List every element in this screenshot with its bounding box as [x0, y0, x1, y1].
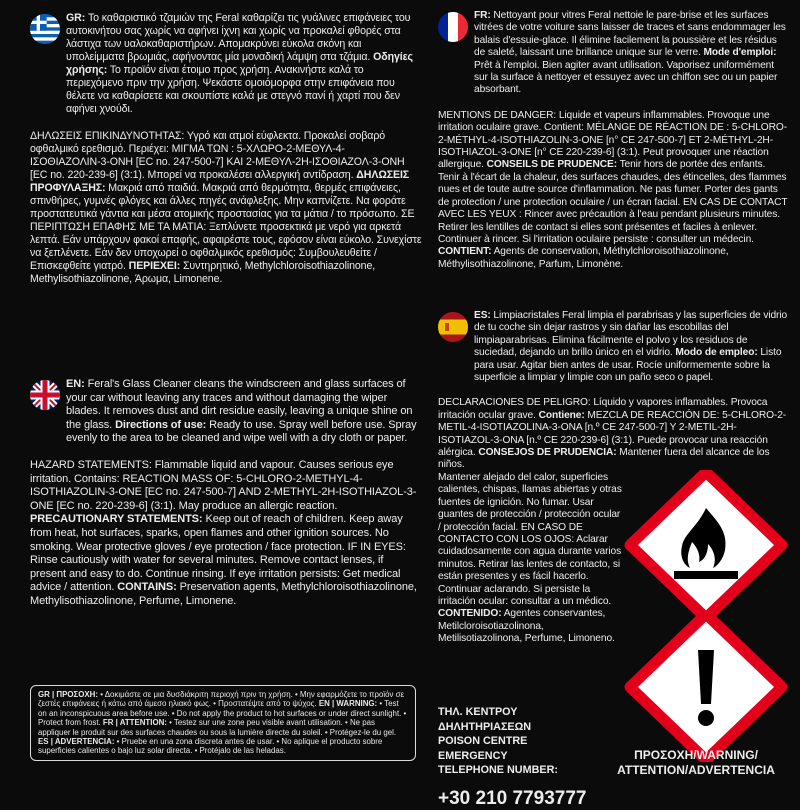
greek-contains-label: ΠΕΡΙΕΧΕΙ: [128, 260, 181, 272]
english-directions: Ready to use. Spray well before use. Spray evenly to the area to be cleaned and wipe well with a dry cloth or paper. [66, 418, 417, 445]
french-contains-text: Agents de conservation, Méthylchloroisothiazolinone, Méthylisothiazolinone, Parfum, Limonène. [438, 246, 729, 270]
warning-box [30, 685, 416, 761]
french-intro-text [474, 10, 788, 97]
french-intro [438, 10, 788, 97]
french-hazard [438, 110, 788, 271]
spanish-intro-text [474, 310, 788, 384]
greek-contains-text: Συντηρητικό, Methylchloroisothiazolinone, Methylisothiazolinone, Άρωμα, Limonene. [30, 260, 376, 285]
greek-hazard [30, 130, 422, 286]
french-directions: Prêt à l'emploi. Bien agiter avant utilisation. Vaporisez uniformément sur la surface à nettoyer et essuyez avec un chiffon sec ou un papier absorbant. [474, 59, 778, 96]
spanish-intro [438, 310, 788, 384]
french-lang-code: FR: [474, 10, 491, 21]
english-section [30, 378, 422, 609]
greek-directions: Το προϊόν είναι έτοιμο προς χρήση. Ανακινήστε καλά το περιεχόμενο πριν την χρήση. Ψεκάστε ομοιόμορφα στην επιφάνεια που θέλετε να καθαρίσετε και σκουπίστε καλά με στεγνό πανί ή χαρτί που δεν αφήνει χνούδι. [66, 64, 400, 115]
english-hazard-text: HAZARD STATEMENTS: Flammable liquid and vapour. Causes serious eye irritation. Contains: REACTION MASS OF: 5-CHLORO-2-METHYL-4-ISOTHIAZOLIN-3-ONE [EC no. 247-500-7] AND 2-METHYL-2H-ISOTHIAZOL-3-ONE [EC no. 220-239-6] (3:1). May produce an allergic reaction. [30, 458, 417, 512]
warning-es-text: • Pruebe en una zona discreta antes de usar. • No aplique el producto sobre superficies calientes o bajo luz solar directa. • Protéjalo de las heladas. [38, 737, 383, 756]
warning-en-label: EN | WARNING: [318, 699, 378, 709]
french-precaution-text: Tenir hors de portée des enfants. Tenir à l'écart de la chaleur, des surfaces chaudes, des étincelles, des flammes nues et de toute autre source d'inflammation. Ne pas fumer. Porter des gants de protection / une protection oculaire / un écran facial. EN CAS DE CONTACT AVEC LES YEUX : Rincer avec précaution à l'eau pendant plusieurs minutes. Retirer les lentilles de contact si elles sont présentes et faciles à enlever. Continuer à rincer. Si l'irritation oculaire persiste : consulter un médecin. [438, 159, 788, 245]
spanish-precaution-label: CONSEJOS DE PRUDENCIA: [478, 447, 617, 459]
english-precaution-label: PRECAUTIONARY STATEMENTS: [30, 513, 203, 526]
greek-intro-body: Το καθαριστικό τζαμιών της Feral καθαρίζει τις γυάλινες επιφάνειες του αυτοκινήτου σας χωρίς να αφήνει ίχνη και χωρίς να προκαλεί φθορές στα λάστιχα των υαλοκαθαριστήρων. Απομακρύνει εύκολα σκόνη και υπολείμματα βρωμιάς, αφήνοντας μία μοναδική λάμψη στα τζάμια. [66, 12, 411, 63]
french-hazard-text: MENTIONS DE DANGER: Liquide et vapeurs inflammables. Provoque une irritation oculaire grave. Contient: MÉLANGE DE RÉACTION DE : 5-CHLORO-2-MÉTHYL-4-ISOTHIAZOLIN-3-ONE [n° CE 247-500-7] ET 2-MÉTHYL-2H-ISOTHIAZOL-3-ONE [n° CE 220-239-6] (3:1). Peut provoquer une réaction allergique. [438, 109, 788, 171]
spanish-contains-text: Agentes conservantes, Metilcloroisotiazolinona, Metilisotiazolinona, Perfume, Limoneno. [438, 608, 615, 645]
flame-pictogram-icon [622, 470, 790, 625]
spanish-precaution-narrow [438, 472, 622, 646]
english-precaution-text: Keep out of reach of children. Keep away from heat, hot surfaces, sparks, open flames and other ignition sources. No smoking. Wear protective gloves / eye protection / face protection. IF IN EYES: Rinse cautiously with water for several minutes. Remove contact lenses, if present and easy to do. Continue rinsing. If eye irritation persists: Get medical advice / attention. [30, 513, 406, 594]
english-contains-label: CONTAINS: [117, 581, 177, 594]
exclamation-pictogram-icon [622, 612, 790, 767]
spanish-precaution-wide: Mantener fuera del alcance de los niños. [438, 447, 770, 471]
france-flag-icon [438, 12, 468, 42]
english-directions-label: Directions of use: [115, 418, 207, 431]
spanish-precaution-text: Mantener alejado del calor, superficies calientes, chispas, llamas abiertas y otras fuentes de ignición. No fumar. Usar guantes de protección / protección ocular / protección facial. EN CASO DE CONTACTO CON LOS OJOS: Aclarar cuidadosamente con agua durante varios minutos. Retirar las lentes de contacto, si están presentes y es fácil hacerlo. Continuar aclarando. Si persiste la irritación ocular: consultar a un médico. [438, 471, 622, 607]
french-contains-label: CONTIENT: [438, 246, 492, 258]
english-contains-text: Preservation agents, Methylchloroisothiazolinone, Methylisothiazolinone, Perfume, Limonene. [30, 581, 417, 607]
poison-centre [438, 705, 598, 810]
spanish-intro-body: Limpiacristales Feral limpia el parabrisas y las superficies de vidrio de tu coche sin dejar rastros y sin dañar las escobillas del limpiaparabrisas. Elimina fácilmente el polvo y los residuos de suciedad, dejando un brillo único en el vidrio. [474, 310, 788, 359]
greek-directions-label: Οδηγίες χρήσης: [66, 51, 413, 76]
warning-fr-text: • Testez sur une zone peu visible avant utilisation. • Ne pas appliquer le produit sur des surfaces chaudes ou sous la lumière directe du soleil. • Protégez-le du gel. [38, 718, 397, 737]
poison-centre-line3: TELEPHONE NUMBER: [438, 764, 558, 776]
spanish-contains-chem-label: Contiene: [538, 409, 585, 421]
spanish-lang-code: ES: [474, 310, 491, 321]
warning-fr-label: FR | ATTENTION: [102, 718, 167, 728]
poison-centre-line2: POISON CENTRE EMERGENCY [438, 735, 528, 762]
french-section [438, 10, 788, 271]
greek-hazard-text: ΔΗΛΩΣΕΙΣ ΕΠΙΚΙΝΔΥΝΟΤΗΤΑΣ: Υγρό και ατμοί εύφλεκτα. Προκαλεί σοβαρό οφθαλμικό ερεθισμό. Περιέχει: ΜΙΓΜΑ ΤΩΝ : 5-ΧΛΩΡΟ-2-ΜΕΘΥΛ-4-ΙΣΟΘΙΑΖΟΛΙΝ-3-ΟΝΗ [EC no. 247-500-7] ΚΑΙ 2-ΜΕΘΥΛ-2Η-ΙΣΟΘΙΑΖΟΛ-3-ΟΝΗ [EC no. 220-239-6] (3:1). Μπορεί να προκαλέσει αλλεργική αντίδραση. [30, 130, 405, 181]
poison-centre-line1: ΤΗΛ. ΚΕΝΤΡΟΥ ΔΗΛΗΤΗΡΙΑΣΕΩΝ [438, 706, 532, 733]
spanish-hazard-text: DECLARACIONES DE PELIGRO: Líquido y vapores inflamables. Provoca irritación ocular grave. [438, 397, 768, 421]
uk-flag-icon [30, 380, 60, 410]
warning-gr-label: GR | ΠΡΟΣΟΧΗ: [38, 690, 98, 699]
greek-lang-code: GR: [66, 12, 86, 24]
warning-es-label: ES | ADVERTENCIA: [38, 737, 115, 747]
spanish-hazard [438, 397, 788, 471]
spanish-contains-label: CONTENIDO: [438, 608, 502, 620]
english-intro [30, 378, 422, 446]
greek-section [30, 12, 422, 286]
french-directions-label: Mode d'emploi: [703, 47, 777, 59]
greek-precaution-text: Μακριά από παιδιά. Μακριά από θερμότητα, θερμές επιφάνειες, σπινθήρες, γυμνές φλόγες και άλλες πηγές ανάφλεξης. Μην καπνίζετε. Να φοράτε προστατευτικά γάντια και μέσα ατομικής προστασίας για τα μάτια / το πρόσωπο. ΣΕ ΠΕΡΙΠΤΩΣΗ ΕΠΑΦΗΣ ΜΕ ΤΑ ΜΑΤΙΑ: Ξεπλύνετε προσεκτικά με νερό για αρκετά λεπτά. Εάν υπάρχουν φακοί επαφής, αφαιρέστε τους, εφόσον είναι εύκολο. Συνεχίστε να ξεπλένετε. Εάν δεν υποχωρεί ο οφθαλμικός ερεθισμός: Συμβουλευθείτε / Επισκεφθείτε γιατρό. [30, 182, 422, 272]
greek-precaution-label: ΔΗΛΩΣΕΙΣ ΠΡΟΦΥΛΑΞΗΣ: [30, 169, 410, 194]
spanish-directions: Listo para usar. Agitar bien antes de usar. Rocíe uniformemente sobre la superficie a limpiar y limpie con un paño seco o papel. [474, 347, 782, 384]
spain-flag-icon [438, 312, 468, 342]
french-intro-body: Nettoyant pour vitres Feral nettoie le pare-brise et les surfaces vitrées de votre voiture sans laisser de traces et sans endommager les balais d'essuie-glace. Il élimine facilement la poussière et les résidus de saleté, laissant une brillance unique sur le verre. [474, 10, 786, 59]
poison-centre-number: +30 210 7793777 [438, 787, 587, 809]
warning-en-text: • Test on an inconspicuous area before use. • Do not apply the product to hot surfaces or under direct sunlight. • Protect from frost. [38, 699, 407, 728]
english-hazard [30, 459, 422, 609]
signal-word-line1: ΠΡΟΣΟΧΗ/WARNING/ [634, 748, 758, 762]
signal-word [602, 748, 790, 778]
greek-intro-text [66, 12, 422, 116]
english-intro-text [66, 378, 422, 446]
warning-gr-text: • Δοκιμάστε σε μια δυσδιάκριτη περιοχή πριν τη χρήση. • Μην εφαρμόζετε το προϊόν σε ζεστές επιφάνειες ή κάτω από άμεσο ηλιακό φως. • Προστατέψτε από το ψύχος. [38, 690, 405, 709]
spanish-directions-label: Modo de empleo: [675, 347, 758, 359]
french-precaution-label: CONSEILS DE PRUDENCE: [486, 159, 618, 171]
spanish-hazard-text-2: MEZCLA DE REACCIÓN DE: 5-CHLORO-2-METIL-4-ISOTIAZOLINA-3-ONA [n.º CE 247-500-7] Y 2-METIL-2H-ISOTIAZOL-3-ONA [n.º CE 220-239-6] (3:1). Puede provocar una reacción alérgica. [438, 409, 787, 459]
greek-intro [30, 12, 422, 116]
greece-flag-icon [30, 14, 60, 44]
signal-word-line2: ATTENTION/ADVERTENCIA [617, 763, 775, 777]
english-lang-code: EN: [66, 378, 85, 390]
english-intro-body: Feral's Glass Cleaner cleans the windscreen and glass surfaces of your car without leaving any traces and without damaging the wiper blades. It removes dust and dirt residue easily, leaving a unique shine on the glass. [66, 378, 413, 431]
